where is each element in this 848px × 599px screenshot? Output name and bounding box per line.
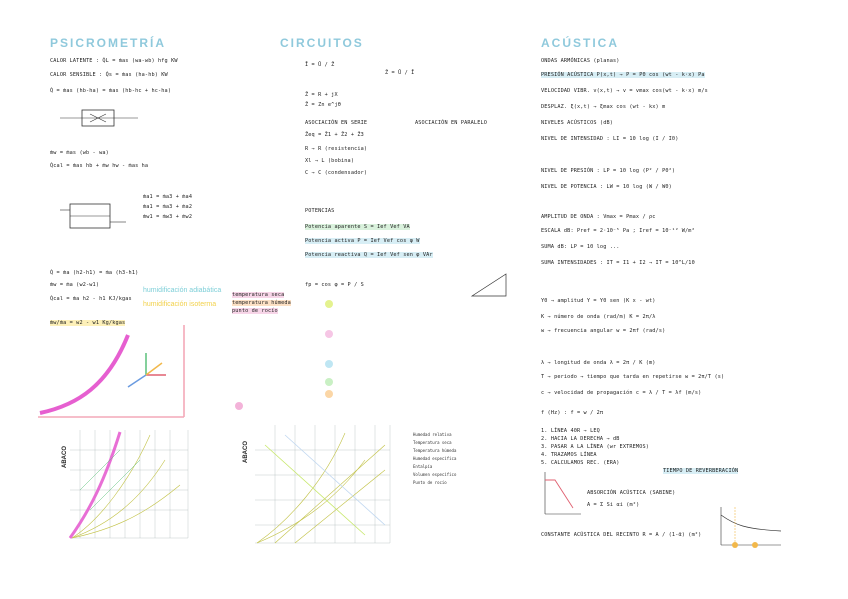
acu-line: NIVELES ACÚSTICOS (dB) <box>541 120 614 126</box>
legend-badge <box>235 402 243 410</box>
acu-line: VELOCIDAD VIBR. v(x,t) → v = vmax cos(wt - k·x) m/s <box>541 88 708 94</box>
acu-line: λ → longitud de onda λ = 2π / K (m) <box>541 360 656 366</box>
legend-item: Volumen específico <box>413 472 457 477</box>
acu-line: TIEMPO DE REVERBERACIÓN <box>663 468 739 474</box>
acu-line: f (Hz) : f = w / 2π <box>541 410 604 416</box>
psico-note: humidificación isoterma <box>143 301 217 308</box>
acu-line: K → número de onda (rad/m) K = 2π/λ <box>541 314 656 320</box>
psico-line: CALOR SENSIBLE : Q̇s = ṁas (ha-hb) KW <box>50 72 168 78</box>
acu-line: ESCALA dB: Pref = 2·10⁻⁵ Pa ; Iref = 10⁻¹² W/m² <box>541 228 695 234</box>
circ-line: ASOCIACIÓN EN SERIE <box>305 120 368 126</box>
decay-graph <box>541 470 583 518</box>
psicrometria-title: PSICROMETRÍA <box>50 36 167 50</box>
psico-line: ṁw1 = ṁw3 + ṁw2 <box>143 214 193 220</box>
acu-line: 1. LÍNEA 40R → LEQ <box>541 428 600 434</box>
legend-item: Temperatura húmeda <box>413 448 457 453</box>
legend-item: Humedad relativa <box>413 432 452 437</box>
circ-line: POTENCIAS <box>305 208 335 214</box>
chart-title: ABACO <box>243 441 249 463</box>
acustica-title: ACÚSTICA <box>541 36 619 50</box>
circ-line: Potencia activa P = Ief Vef cos φ W <box>305 238 420 244</box>
acu-line: CONSTANTE ACÚSTICA DEL RECINTO R = A / (1-ᾱ) (m²) <box>541 532 702 538</box>
psico-note: humidificación adiabática <box>143 287 222 294</box>
acu-line: T → periodo → tiempo que tarda en repetirse w = 2π/T (s) <box>541 374 725 380</box>
legend-badge <box>325 330 333 338</box>
psico-line: Q̇cal = ṁas hb + ṁw hw - ṁas ha <box>50 163 149 169</box>
legend-item: Temperatura seca <box>413 440 452 445</box>
psico-line: CALOR LATENTE : Q̇L = ṁas (wa-wb) hfg KW <box>50 58 178 64</box>
acu-line: PRESIÓN ACÚSTICA P(x,t) → P = P0 cos (wt - k·x) Pa <box>541 72 705 78</box>
process-diagram <box>38 325 188 420</box>
psico-line: ṁw = ṁas (wb - wa) <box>50 150 109 156</box>
circ-note: temperatura seca <box>232 292 285 298</box>
legend-badge <box>325 378 333 386</box>
acu-line: w → frecuencia angular w = 2πf (rad/s) <box>541 328 666 334</box>
acu-line: 5. CALCULAMOS REC. (ERA) <box>541 460 620 466</box>
acu-line: NIVEL DE PRESIÓN : LP = 10 log (P² / P0²) <box>541 168 676 174</box>
circ-note: temperatura húmeda <box>232 300 291 306</box>
circ-line: Xl → L (bobina) <box>305 158 355 164</box>
circ-line: Ī = Ū / Z̄ <box>305 62 335 68</box>
power-triangle <box>470 270 510 300</box>
acu-line: AMPLITUD DE ONDA : Vmax = Pmax / ρc <box>541 214 656 220</box>
circ-line: fp = cos φ = P / S <box>305 282 364 288</box>
acu-line: 2. HACIA LA DERECHA → dB <box>541 436 620 442</box>
legend-item: Entalpía <box>413 464 433 469</box>
acu-line: SUMA dB: LP = 10 log ... <box>541 244 620 250</box>
circ-line: ASOCIACIÓN EN PARALELO <box>415 120 488 126</box>
legend-item: Punto de rocío <box>413 480 447 485</box>
circ-line: R → R (resistencia) <box>305 146 368 152</box>
acu-line: NIVEL DE INTENSIDAD : LI = 10 log (I / I0) <box>541 136 679 142</box>
mixing-diagram <box>60 196 130 236</box>
acu-line: Y0 → amplitud Y = Y0 sen (K x - wt) <box>541 298 656 304</box>
acu-line: DESPLAZ. ξ(x,t) → ξmax cos (wt - kx) m <box>541 104 666 110</box>
circ-line: C → C (condensador) <box>305 170 368 176</box>
circ-line: Z̄ = Zn e^jθ <box>305 102 342 108</box>
psico-line: ṁa1 = ṁa3 + ṁa4 <box>143 194 193 200</box>
psico-line: Q̇ = ṁas (hb-ha) = ṁas (hb-hc + hc-ha) <box>50 88 172 94</box>
legend-item: Humedad específica <box>413 456 457 461</box>
circ-line: Z̄eq = Z̄1 + Z̄2 + Z̄3 <box>305 132 364 138</box>
psico-line: ṁw/ṁa = w2 - w1 Kg/kgas <box>50 320 126 326</box>
psico-line: Q̇cal = ṁa h2 - h1 KJ/kgas <box>50 296 132 302</box>
psico-line: Q̇ = ṁa (h2-h1) = ṁa (h3-h1) <box>50 270 139 276</box>
psychrometric-chart <box>60 430 190 540</box>
chart-title: ABACO <box>62 446 68 468</box>
acu-line: A = Σ Si αi (m²) <box>587 502 640 508</box>
circ-line: Potencia reactiva Q = Ief Vef sen φ VAr <box>305 252 433 258</box>
legend-badge <box>325 300 333 308</box>
psychrometric-chart-2 <box>245 425 410 545</box>
circ-line: Z̄ = Ū / Ī <box>385 70 415 76</box>
psico-line: ṁa1 = ṁa3 + ṁa2 <box>143 204 193 210</box>
room-graph <box>715 505 785 555</box>
legend-badge <box>325 360 333 368</box>
legend-badge <box>325 390 333 398</box>
acu-line: ABSORCIÓN ACÚSTICA (SABINE) <box>587 490 676 496</box>
acu-line: 3. PASAR A LA LÍNEA (wr EXTREMOS) <box>541 444 650 450</box>
psico-line: ṁw = ṁa (w2-w1) <box>50 282 100 288</box>
circ-line: Z̄ = R + jX <box>305 92 338 98</box>
acu-line: NIVEL DE POTENCIA : LW = 10 log (W / W0) <box>541 184 672 190</box>
acu-line: ONDAS ARMÓNICAS (planas) <box>541 58 620 64</box>
acu-line: SUMA INTENSIDADES : IT = I1 + I2 → IT = 10^L/10 <box>541 260 695 266</box>
duct-diagram <box>60 104 140 134</box>
circ-line: Potencia aparente S = Ief Vef VA <box>305 224 410 230</box>
circ-note: punto de rocío <box>232 308 278 314</box>
acu-line: 4. TRAZAMOS LÍNEA <box>541 452 597 458</box>
acu-line: c → velocidad de propagación c = λ / T = λf (m/s) <box>541 390 702 396</box>
circuitos-title: CIRCUITOS <box>280 36 364 50</box>
